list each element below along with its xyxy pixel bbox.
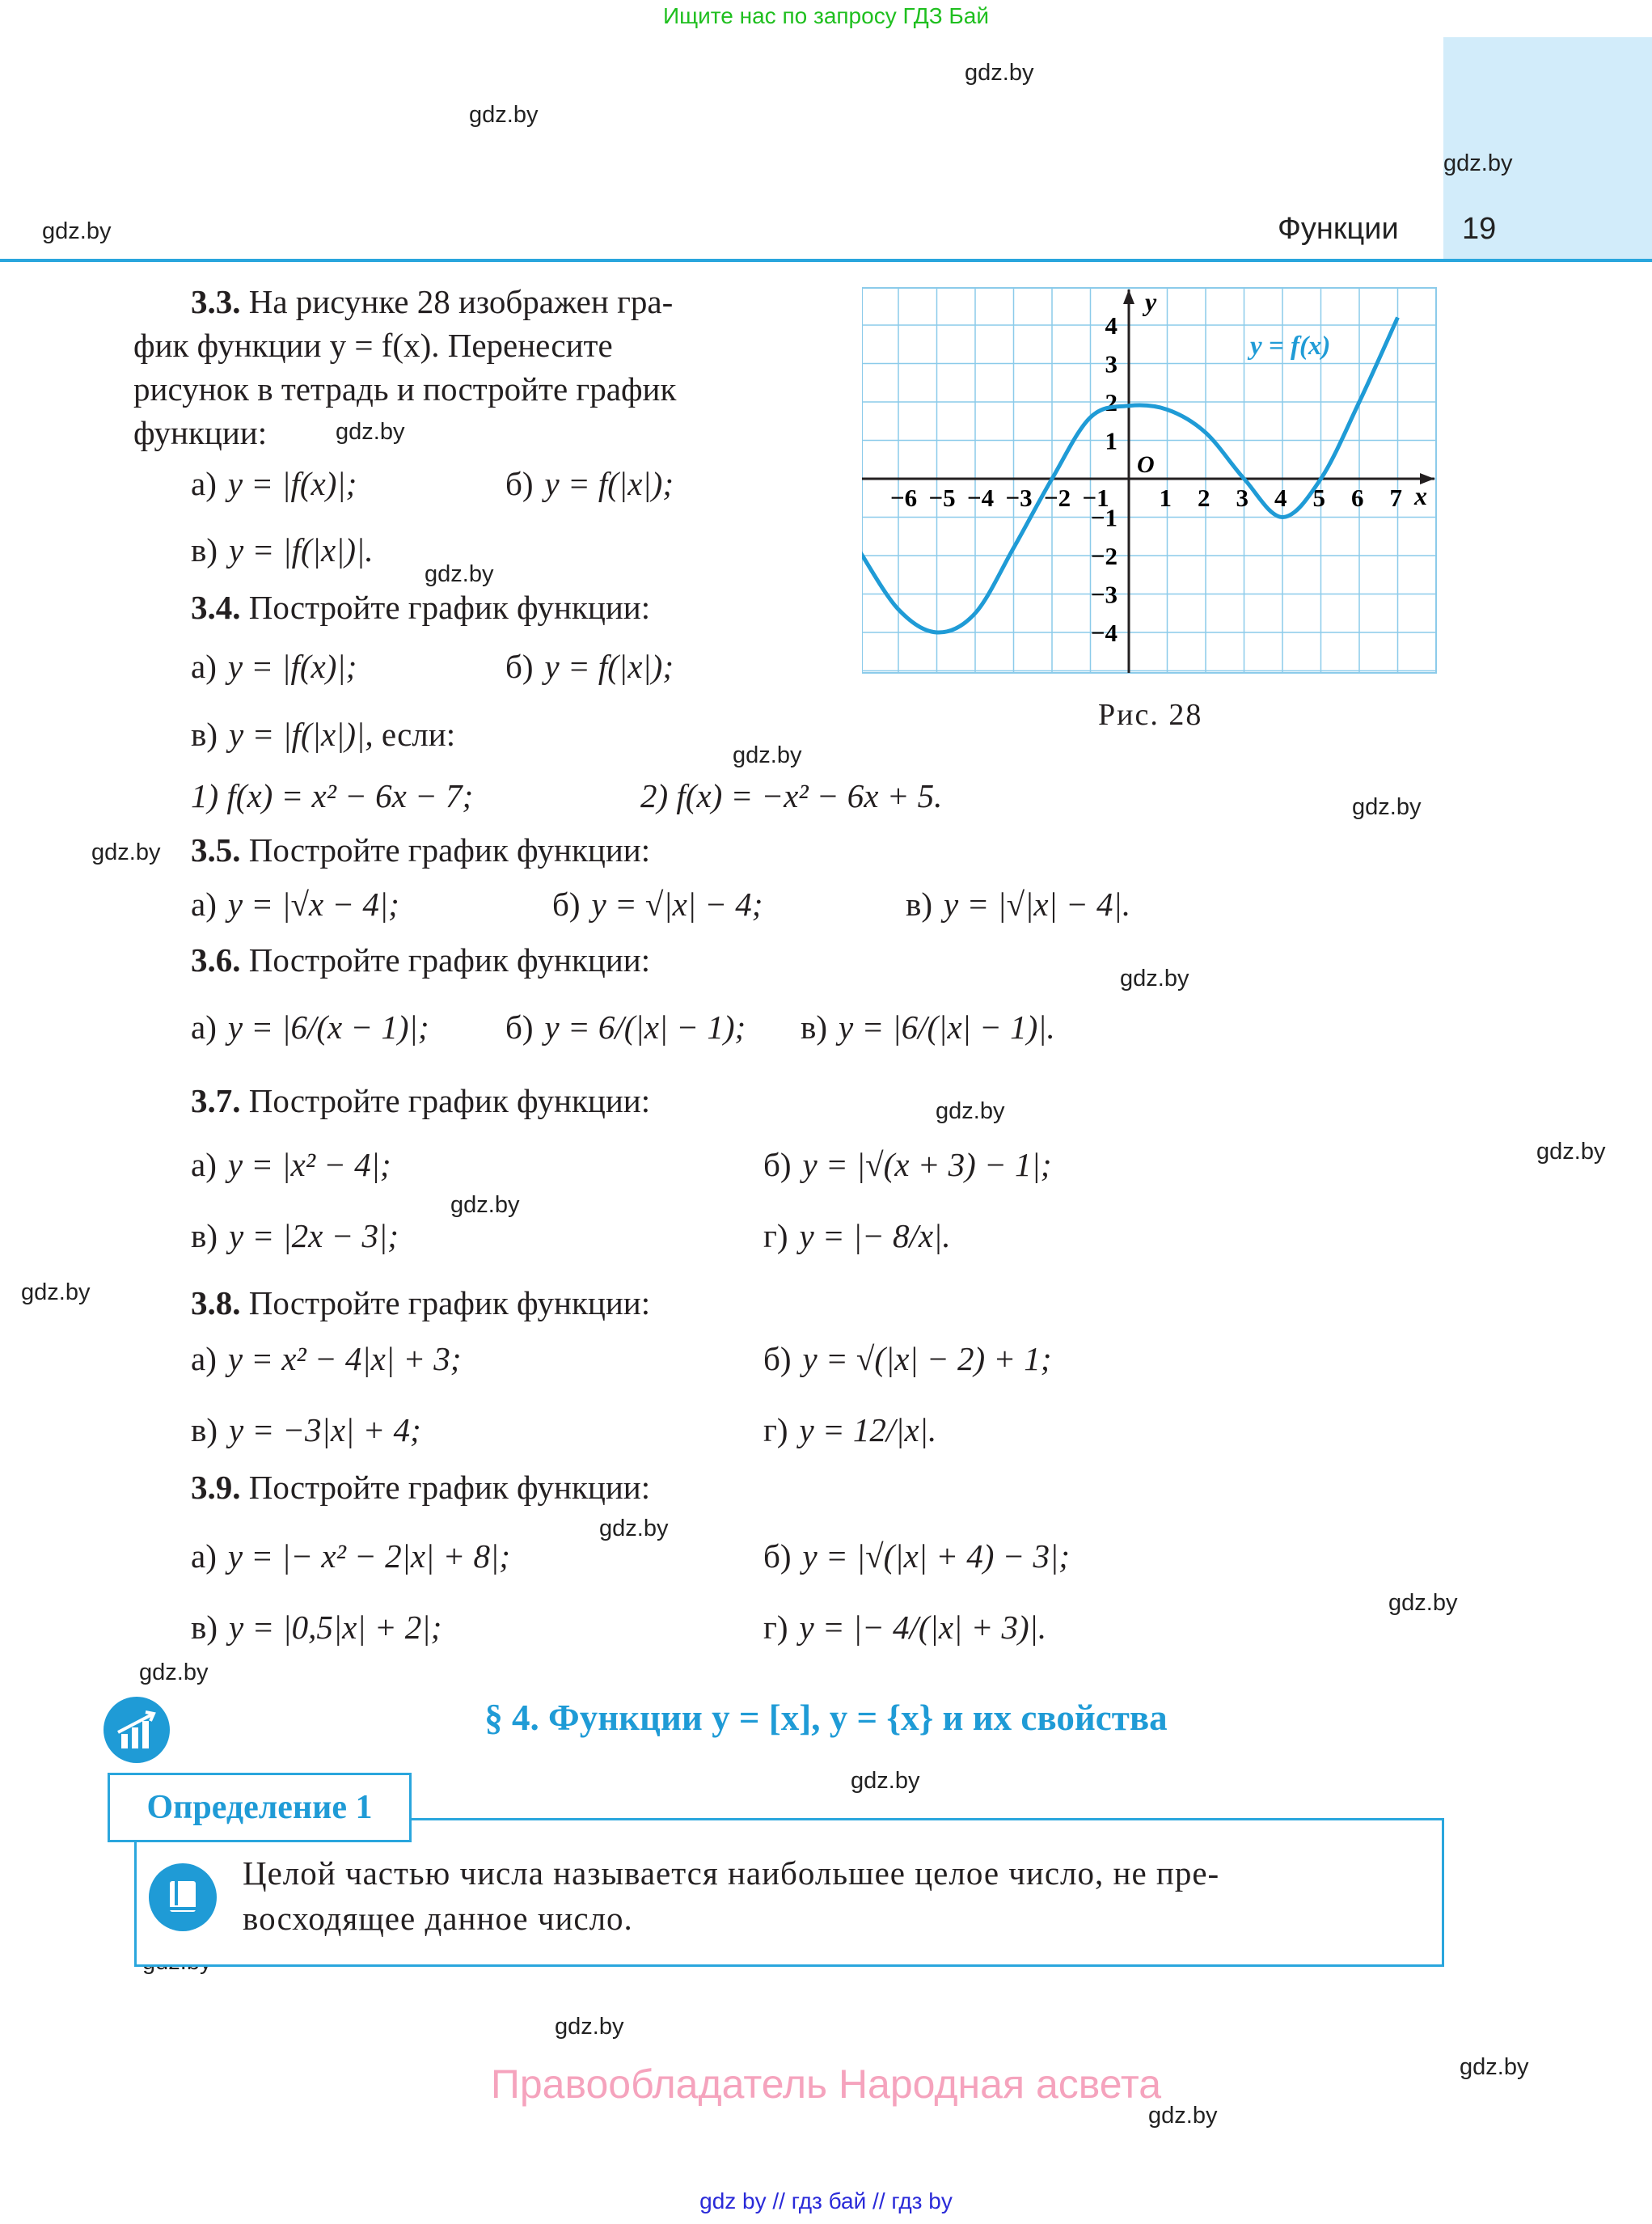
problem-3-3-v (191, 531, 374, 569)
watermark: gdz.by (425, 561, 494, 587)
x-tick-label: −4 (967, 484, 995, 512)
section-heading: § 4. Функции y = [x], y = {x} и их свойства (484, 1698, 1168, 1738)
item-label: б) (505, 648, 534, 685)
watermark: gdz.by (91, 839, 161, 865)
x-tick-label: 1 (1159, 484, 1172, 512)
problem-3-6-a (191, 1008, 429, 1046)
watermark: gdz.by (1460, 2054, 1529, 2080)
problem-text: Постройте график функции: (248, 1082, 651, 1119)
problem-3-9-b (763, 1537, 1070, 1575)
problem-3-4-case1: 1) f(x) = x² − 6x − 7; (191, 777, 474, 814)
problem-3-3-line3: рисунок в тетрадь и постройте график (133, 370, 677, 408)
page-number: 19 (1462, 212, 1497, 246)
item-expr: y = |− 8/x|. (799, 1217, 951, 1254)
problem-3-6-title (191, 941, 650, 979)
watermark: gdz.by (1120, 966, 1189, 991)
problem-number: 3.8. (191, 1284, 241, 1321)
x-tick-label: 2 (1198, 484, 1210, 512)
problem-3-9-title (191, 1469, 650, 1507)
item-expr: y = |− x² − 2|x| + 8|; (227, 1537, 510, 1575)
problem-text: Постройте график функции: (248, 941, 651, 979)
watermark: gdz.by (555, 2014, 624, 2040)
y-tick-label: 3 (1105, 349, 1118, 378)
watermark: gdz.by (733, 742, 802, 768)
problem-3-3-b (505, 464, 674, 503)
rights-holder: Правообладатель Народная асвета (490, 2061, 1162, 2107)
y-axis-label: y (1145, 287, 1157, 316)
item-label: в) (191, 1609, 218, 1646)
origin-label: O (1137, 451, 1155, 478)
x-tick-label: −3 (1005, 484, 1033, 512)
problem-text: Постройте график функции: (248, 1284, 651, 1321)
problem-3-4-title (191, 589, 650, 627)
watermark: gdz.by (599, 1516, 669, 1541)
y-tick-label: −2 (1090, 542, 1118, 570)
problem-3-4-a (191, 647, 357, 686)
problem-3-7-v (191, 1216, 399, 1255)
x-tick-label: 6 (1351, 484, 1364, 512)
item-expr: y = x² − 4|x| + 3; (227, 1340, 462, 1377)
watermark: gdz.by (1388, 1590, 1458, 1616)
problem-3-8-v (191, 1410, 421, 1449)
problem-number: 3.7. (191, 1082, 241, 1119)
item-label: в) (191, 531, 218, 569)
problem-3-3-line2: фик функции y = f(x). Перенесите (133, 327, 613, 364)
figure-grid (862, 288, 1436, 673)
watermark: gdz.by (139, 1660, 209, 1685)
watermark: gdz.by (450, 1192, 520, 1218)
watermark: gdz.by (936, 1098, 1005, 1124)
header-rule (0, 259, 1652, 262)
watermark: gdz.by (21, 1279, 91, 1305)
definition-line-1: Целой частью числа называется наибольшее целое число, не пре- (243, 1854, 1220, 1892)
problem-text: На рисунке 28 изображен гра- (248, 283, 674, 320)
problem-3-6-v (801, 1008, 1055, 1046)
problem-number: 3.9. (191, 1469, 241, 1506)
watermark: gdz.by (1148, 2103, 1218, 2129)
problem-3-9-v (191, 1608, 442, 1647)
item-expr: y = |f(|x|)|, (229, 716, 374, 753)
x-tick-label: −1 (1082, 484, 1109, 512)
item-expr: y = |√(|x| + 4) − 3|; (802, 1537, 1070, 1575)
item-label: в) (801, 1008, 828, 1046)
x-tick-label: 5 (1312, 484, 1325, 512)
x-tick-label: −2 (1044, 484, 1071, 512)
problem-3-4-case2: 2) f(x) = −x² − 6x + 5. (640, 777, 943, 814)
top-search-note: Ищите нас по запросу ГДЗ Бай (662, 3, 990, 28)
problem-3-8-b (763, 1339, 1051, 1378)
item-expr: y = √|x| − 4; (591, 886, 763, 923)
item-expr: y = |6/(|x| − 1)|. (839, 1008, 1055, 1046)
item-expr: y = |0,5|x| + 2|; (229, 1609, 442, 1646)
problem-text: Постройте график функции: (248, 589, 651, 626)
problem-3-3-a (191, 464, 357, 503)
problem-text: Постройте график функции: (248, 831, 651, 869)
figure-caption: Рис. 28 (1098, 698, 1203, 732)
problem-3-3-line1 (191, 283, 673, 321)
item-label: б) (505, 465, 534, 502)
item-expr: y = 6/(|x| − 1); (544, 1008, 746, 1046)
x-tick-label: −5 (928, 484, 956, 512)
item-expr: y = f(|x|); (544, 648, 674, 685)
problem-3-9-g (763, 1608, 1046, 1647)
footer-links: gdz by // гдз бай // гдз by (699, 2188, 953, 2213)
x-tick-label: 4 (1274, 484, 1287, 512)
y-tick-label: 2 (1105, 388, 1118, 416)
problem-3-6-b (505, 1008, 746, 1046)
item-label: а) (191, 1537, 217, 1575)
item-label: а) (191, 648, 217, 685)
problem-number: 3.5. (191, 831, 241, 869)
item-label: а) (191, 465, 217, 502)
item-expr: y = |6/(x − 1)|; (227, 1008, 429, 1046)
item-expr: y = |√(x + 3) − 1|; (802, 1146, 1052, 1183)
item-label: г) (763, 1217, 788, 1254)
watermark: gdz.by (1443, 150, 1513, 176)
watermark: gdz.by (1536, 1139, 1606, 1165)
problem-text: Постройте график функции: (248, 1469, 651, 1506)
item-expr: y = |√x − 4|; (227, 886, 399, 923)
watermark: gdz.by (336, 419, 405, 445)
item-label: в) (191, 716, 218, 753)
function-label: y = f(x) (1250, 332, 1331, 361)
watermark: gdz.by (469, 102, 539, 128)
item-label: а) (191, 1008, 217, 1046)
item-expr: y = −3|x| + 4; (229, 1411, 421, 1448)
problem-3-5-b (552, 885, 763, 924)
problem-3-3-line4: функции: (133, 414, 268, 451)
definition-label: Определение 1 (108, 1773, 412, 1842)
y-tick-label: 4 (1105, 311, 1118, 340)
book-icon (149, 1863, 217, 1931)
item-label: г) (763, 1609, 788, 1646)
problem-3-7-title (191, 1082, 650, 1120)
y-tick-label: −3 (1090, 580, 1118, 609)
item-label: а) (191, 886, 217, 923)
item-expr: y = |− 4/(|x| + 3)|. (799, 1609, 1047, 1646)
problem-3-4-v (191, 715, 455, 754)
item-expr: y = √(|x| − 2) + 1; (802, 1340, 1052, 1377)
problem-3-5-title (191, 831, 650, 869)
item-label: в) (906, 886, 933, 923)
if-word: если: (381, 716, 456, 753)
problem-3-4-b (505, 647, 674, 686)
problem-3-7-a (191, 1145, 391, 1184)
item-expr: y = |2x − 3|; (229, 1217, 399, 1254)
item-expr: y = |f(|x|)|. (229, 531, 374, 569)
watermark: gdz.by (965, 60, 1034, 86)
item-expr: y = f(|x|); (544, 465, 674, 502)
item-label: а) (191, 1340, 217, 1377)
item-label: в) (191, 1411, 218, 1448)
watermark: gdz.by (851, 1768, 920, 1794)
x-tick-label: 7 (1389, 484, 1402, 512)
watermark: gdz.by (42, 218, 112, 244)
figure-28-graph (862, 286, 1441, 674)
definition-text (243, 1850, 1423, 1941)
grid-border (862, 288, 1436, 673)
item-label: г) (763, 1411, 788, 1448)
item-expr: y = |x² − 4|; (227, 1146, 391, 1183)
running-header-title: Функции (1278, 212, 1399, 246)
problem-3-7-g (763, 1216, 951, 1255)
item-expr: y = |f(x)|; (227, 465, 357, 502)
problem-3-8-g (763, 1410, 936, 1449)
x-axis-label: x (1414, 481, 1427, 510)
problem-3-7-b (763, 1145, 1051, 1184)
problem-number: 3.3. (191, 283, 241, 320)
item-expr: y = |√|x| − 4|. (944, 886, 1131, 923)
problem-3-9-a (191, 1537, 510, 1575)
y-tick-label: 1 (1105, 426, 1118, 455)
item-expr: y = |f(x)|; (227, 648, 357, 685)
problem-number: 3.6. (191, 941, 241, 979)
item-expr: y = 12/|x|. (799, 1411, 937, 1448)
problem-number: 3.4. (191, 589, 241, 626)
item-label: в) (191, 1217, 218, 1254)
y-tick-label: −1 (1090, 503, 1118, 532)
item-label: б) (505, 1008, 534, 1046)
item-label: б) (763, 1537, 792, 1575)
x-tick-label: −6 (890, 484, 918, 512)
problem-3-5-v (906, 885, 1130, 924)
item-label: б) (763, 1340, 792, 1377)
problem-3-8-title (191, 1284, 650, 1322)
item-label: б) (763, 1146, 792, 1183)
problem-3-5-a (191, 885, 399, 924)
problem-3-8-a (191, 1339, 461, 1378)
watermark: gdz.by (1352, 794, 1422, 820)
item-label: а) (191, 1146, 217, 1183)
y-tick-label: −4 (1090, 619, 1118, 647)
x-tick-label: 3 (1236, 484, 1249, 512)
item-label: б) (552, 886, 581, 923)
definition-line-2: восходящее данное число. (243, 1900, 633, 1937)
